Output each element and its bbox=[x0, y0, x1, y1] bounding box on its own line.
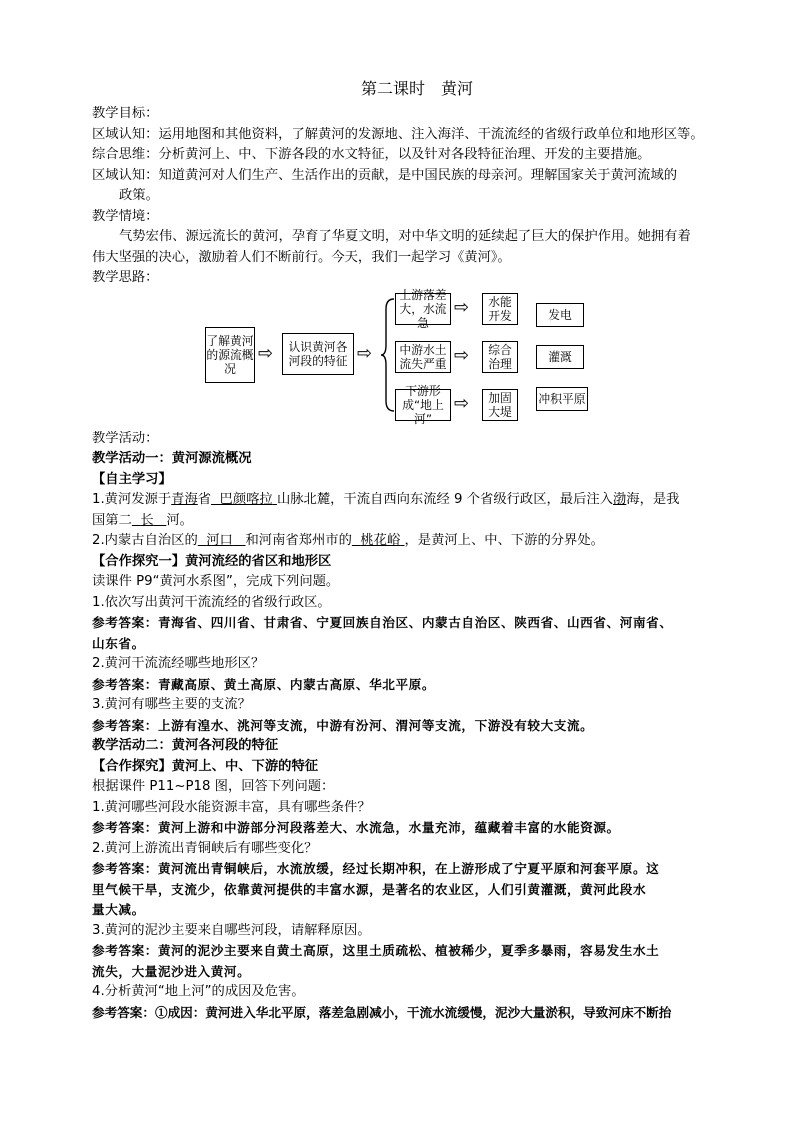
action-box-upper: 水能开发 bbox=[482, 293, 518, 325]
reference-answer: 参考答案：上游有湟水、洮河等支流，中游有汾河、渭河等支流，下游没有较大支流。 bbox=[92, 717, 594, 733]
arrow-icon: ⇨ bbox=[454, 392, 470, 414]
question: 1.黄河哪些河段水能资源丰富，具有哪些条件？ bbox=[92, 799, 371, 815]
reference-answer: 山东省。 bbox=[92, 635, 145, 651]
activity2-title: 教学活动二：黄河各河段的特征 bbox=[92, 738, 279, 753]
question: 3.黄河的泥沙主要来自哪些河段，请解释原因。 bbox=[92, 922, 371, 938]
coop-intro: 读课件 P9“黄河水系图”，完成下列问题。 bbox=[92, 574, 340, 589]
reference-answer: 参考答案：①成因：黄河进入华北平原，落差急剧减小，干流水流缓慢，泥沙大量淤积，导致河床不断抬 bbox=[92, 1004, 672, 1020]
reference-answer: 参考答案：青藏高原、黄土高原、内蒙古高原、华北平原。 bbox=[92, 676, 436, 692]
fill-blank-question: 2.内蒙古自治区的 河口 和河南省郑州市的 桃花峪 ，是黄河上、中、下游的分界处。 bbox=[92, 533, 604, 548]
teaching-flow-diagram bbox=[92, 289, 712, 429]
objective-item: 区域认知：运用地图和其他资料，了解黄河的发源地、注入海洋、干流流经的省级行政单位和地形区等。 bbox=[92, 126, 704, 142]
blank-answer: 河口 bbox=[206, 533, 233, 548]
result-box-power: 发电 bbox=[536, 303, 584, 327]
lesson-plan-page bbox=[92, 78, 712, 1023]
reference-answer: 参考答案：黄河的泥沙主要来自黄土高原，这里土质疏松、植被稀少，夏季多暴雨，容易发生水土 bbox=[92, 943, 660, 958]
feature-box-lower: 下游形成“地上河” bbox=[395, 389, 451, 421]
reference-answer: 参考答案：黄河流出青铜峡后，水流放缓，经过长期冲积，在上游形成了宁夏平原和河套平原。这 bbox=[92, 861, 660, 876]
fill-blank-question-cont: 国第二 长 河。 bbox=[92, 512, 193, 528]
scenario-text: 气势宏伟、源远流长的黄河，孕育了华夏文明，对中华文明的延续起了巨大的保护作用。她拥有着 bbox=[119, 229, 691, 244]
objectives-heading: 教学目标： bbox=[92, 106, 159, 121]
flow-start-box: 了解黄河的源流概况 bbox=[205, 327, 255, 383]
page-title: 第二课时 黄河 bbox=[360, 79, 473, 98]
reference-answer: 流失，大量泥沙进入黄河。 bbox=[92, 963, 251, 979]
question: 3.黄河有哪些主要的支流？ bbox=[92, 697, 251, 712]
coop-inquiry-2-title: 【合作探究】黄河上、中、下游的特征 bbox=[92, 758, 319, 774]
reference-answer: 里气候干旱，支流少，依靠黄河提供的丰富水源，是著名的农业区，人们引黄灌溉，黄河此段水 bbox=[92, 881, 647, 897]
action-box-lower: 加固大堤 bbox=[482, 389, 518, 421]
coop-inquiry-1-title: 【合作探究一】黄河流经的省区和地形区 bbox=[92, 553, 332, 569]
question: 2.黄河干流流经哪些地形区？ bbox=[92, 656, 265, 671]
blank-answer: 桃花峪 bbox=[360, 533, 401, 548]
fill-blank-question: 1.黄河发源于青海省 巴颜喀拉 山脉北麓，干流自西向东流经 9 个省级行政区，最后注入渤海，是我 bbox=[92, 492, 680, 507]
arrow-icon: ⇨ bbox=[258, 342, 274, 364]
activities-heading: 教学活动： bbox=[92, 430, 159, 446]
scenario-text: 伟大坚强的决心，激励着人们不断前行。今天，我们一起学习《黄河》。 bbox=[92, 249, 511, 265]
blank-answer: 渤 bbox=[613, 492, 627, 507]
reference-answer: 量大减。 bbox=[92, 902, 145, 917]
coop-intro: 根据课件 P11~P18 图，回答下列问题： bbox=[92, 779, 335, 794]
result-box-plain: 冲积平原 bbox=[536, 387, 588, 411]
action-box-middle: 综合治理 bbox=[482, 341, 518, 373]
arrow-icon: ⇨ bbox=[357, 342, 373, 364]
feature-box-middle: 中游水土流失严重 bbox=[395, 341, 451, 373]
activity1-title: 教学活动一：黄河源流概况 bbox=[92, 451, 252, 466]
blank-answer: 长 bbox=[140, 512, 154, 528]
arrow-icon: ⇨ bbox=[454, 296, 470, 318]
reference-answer: 参考答案：青海省、四川省、甘肃省、宁夏回族自治区、内蒙古自治区、陕西省、山西省、河南省、 bbox=[92, 615, 673, 630]
question: 1.依次写出黄河干流流经的省级行政区。 bbox=[92, 594, 331, 610]
result-box-irrigation: 灌溉 bbox=[536, 345, 584, 369]
objective-item: 政策。 bbox=[119, 188, 159, 203]
self-study-label: 【自主学习】 bbox=[92, 471, 172, 487]
feature-box-upper: 上游落差大，水流急 bbox=[395, 293, 451, 325]
reference-answer: 参考答案：黄河上游和中游部分河段落差大、水流急，水量充沛，蕴藏着丰富的水能资源。 bbox=[92, 820, 620, 835]
scenario-heading: 教学情境： bbox=[92, 208, 159, 224]
flow-middle-box: 认识黄河各河段的特征 bbox=[282, 333, 354, 375]
objective-item: 综合思维：分析黄河上、中、下游各段的水文特征，以及针对各段特征治理、开发的主要措施。 bbox=[92, 147, 651, 162]
brace-icon bbox=[380, 295, 396, 415]
question: 2.黄河上游流出青铜峡后有哪些变化？ bbox=[92, 840, 318, 856]
objective-item: 区域认知：知道黄河对人们生产、生活作出的贡献，是中国民族的母亲河。理解国家关于黄河流域的 bbox=[92, 167, 678, 183]
blank-answer: 青海 bbox=[171, 492, 198, 507]
blank-answer: 巴颜喀拉 bbox=[219, 492, 273, 507]
question: 4.分析黄河“地上河”的成因及危害。 bbox=[92, 984, 305, 999]
approach-heading: 教学思路： bbox=[92, 270, 159, 285]
arrow-icon: ⇨ bbox=[454, 344, 470, 366]
